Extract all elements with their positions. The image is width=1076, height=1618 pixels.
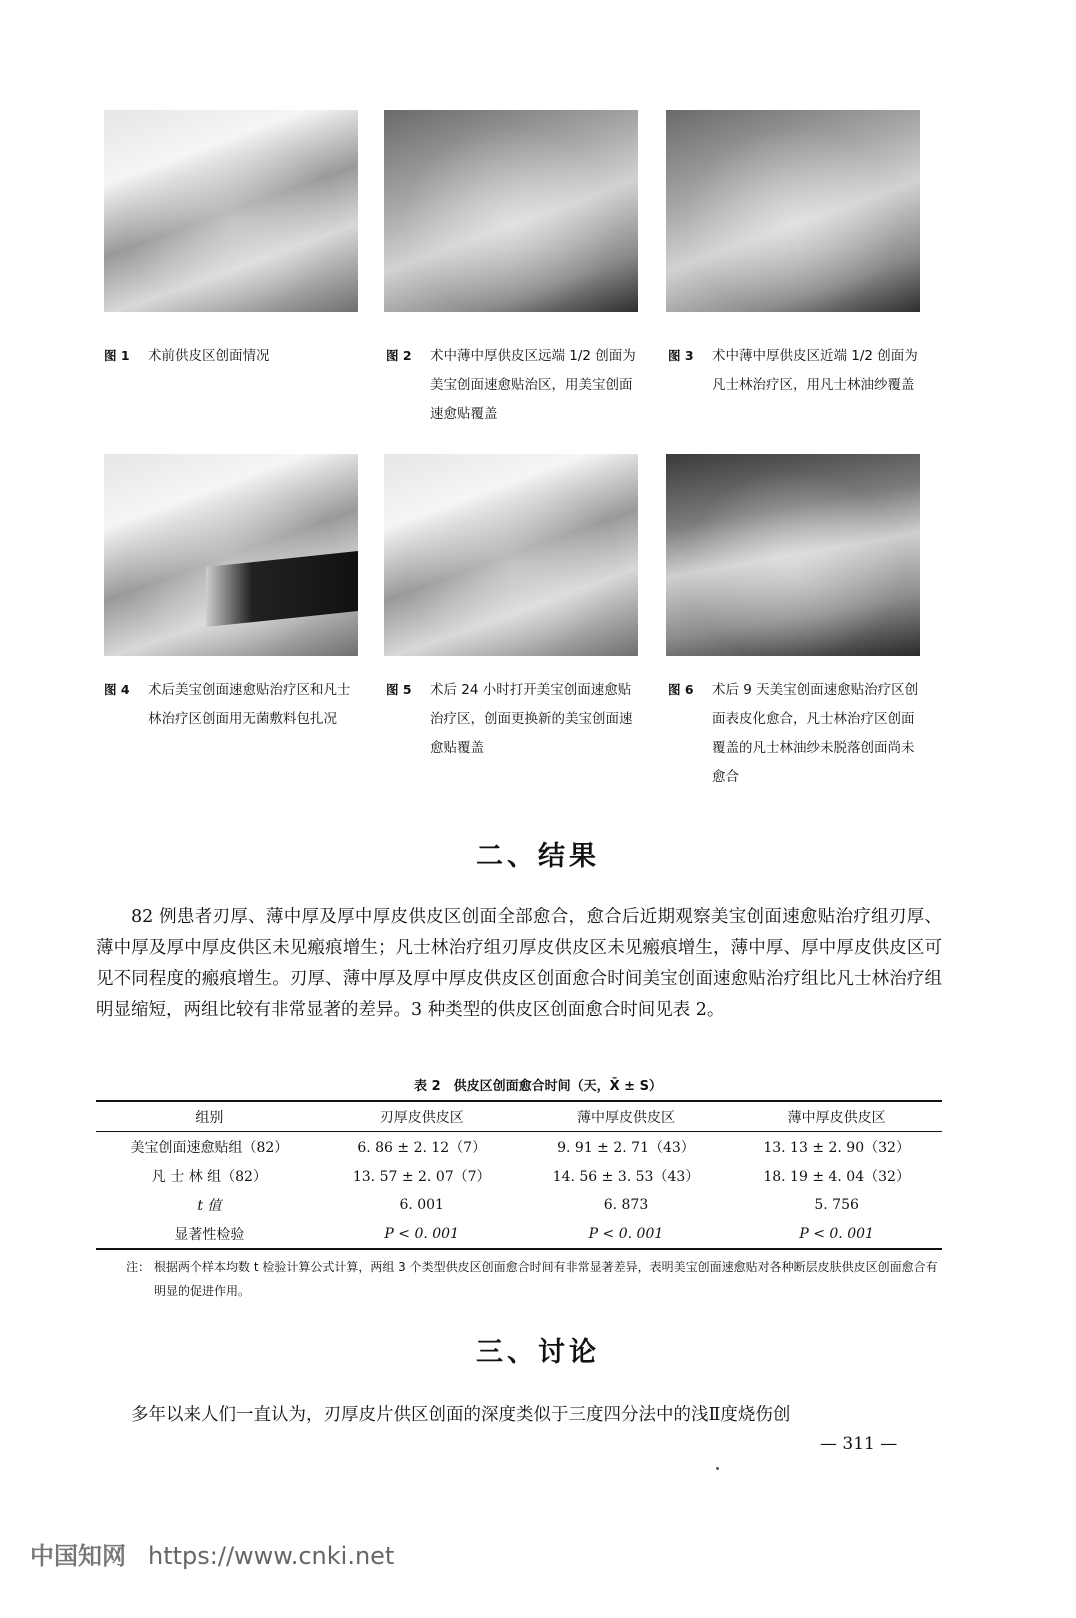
table-cell: 9. 91 ± 2. 71（43） xyxy=(557,1139,695,1156)
figure-5-number: 图 5 xyxy=(386,682,412,697)
table-cell: 显著性检验 xyxy=(174,1226,245,1243)
figure-6-photo xyxy=(666,454,920,656)
figure-1-photo xyxy=(104,110,358,312)
table-note-text: 根据两个样本均数 t 检验计算公式计算，两组 3 个类型供皮区创面愈合时间有非常显著差异，表明美宝创面速愈贴对各种断层皮肤供皮区创面愈合有明显的促进作用。 xyxy=(154,1260,938,1298)
table-cell: 美宝创面速愈贴组（82） xyxy=(130,1139,289,1156)
figure-5-caption xyxy=(386,676,646,766)
table-header-cell: 薄中厚皮供皮区 xyxy=(576,1109,675,1126)
table-cell: P < 0. 001 xyxy=(588,1225,664,1242)
figure-2-photo xyxy=(384,110,638,312)
table-header-cell: 刃厚皮供皮区 xyxy=(379,1109,464,1126)
figure-6-number: 图 6 xyxy=(668,682,694,697)
figure-2-number: 图 2 xyxy=(386,348,412,363)
table-row xyxy=(96,1161,942,1190)
healing-time-table xyxy=(96,1100,942,1250)
section-results-title: 二、结果 xyxy=(476,841,600,872)
table-header-cell: 薄中厚皮供皮区 xyxy=(787,1109,886,1126)
scan-speck xyxy=(716,1467,719,1470)
table-cell: 13. 13 ± 2. 90（32） xyxy=(763,1139,910,1156)
table-row xyxy=(96,1219,942,1249)
figure-3-number: 图 3 xyxy=(668,348,694,363)
figure-5-text: 术后 24 小时打开美宝创面速愈贴治疗区，创面更换新的美宝创面速愈贴覆盖 xyxy=(430,682,633,756)
watermark-footer xyxy=(30,1536,394,1571)
figure-4-number: 图 4 xyxy=(104,682,130,697)
table-cell: 13. 57 ± 2. 07（7） xyxy=(352,1168,491,1185)
table-cell: 18. 19 ± 4. 04（32） xyxy=(763,1168,910,1185)
table-cell: P < 0. 001 xyxy=(384,1225,459,1242)
table-cell: P < 0. 001 xyxy=(799,1225,874,1242)
figure-6-text: 术后 9 天美宝创面速愈贴治疗区创面表皮化愈合，凡士林治疗区创面覆盖的凡士林油纱未脱落创面尚未愈合 xyxy=(712,682,919,785)
page-number: — 311 — xyxy=(820,1434,898,1454)
table-cell: 5. 756 xyxy=(814,1196,859,1213)
figure-2-caption xyxy=(386,342,646,432)
table-row xyxy=(96,1132,942,1162)
discussion-paragraph: 多年以来人们一直认为，刃厚皮片供区创面的深度类似于三度四分法中的浅Ⅱ度烧伤创 xyxy=(131,1405,791,1425)
section-discussion-title: 三、讨论 xyxy=(476,1337,600,1368)
figure-1-caption xyxy=(104,342,364,432)
table-cell: t 值 xyxy=(197,1197,222,1214)
figure-6-caption xyxy=(668,676,928,796)
watermark-url: https://www.cnki.net xyxy=(148,1542,395,1570)
figure-3-caption xyxy=(668,342,928,432)
figure-4-caption xyxy=(104,676,364,766)
table-cell: 凡 士 林 组（82） xyxy=(151,1168,267,1185)
watermark-brand: 中国知网 xyxy=(30,1542,126,1570)
figure-1-text: 术前供皮区创面情况 xyxy=(148,348,270,364)
table-header-cell: 组别 xyxy=(195,1109,224,1126)
results-paragraph: 82 例患者刃厚、薄中厚及厚中厚皮供皮区创面全部愈合，愈合后近期观察美宝创面速愈贴治疗组刃厚、薄中厚及厚中厚皮供区未见瘢痕增生；凡士林治疗组刃厚皮供皮区未见瘢痕增生，薄中厚、厚中厚皮供皮区可见不同程度的瘢痕增生。刃厚、薄中厚及厚中厚皮供皮区创面愈合时间美宝创面速愈贴治疗组比凡士林治疗组明显缩短，两组比较有非常显著的差异。3 种类型的供皮区创面愈合时间见表 2。 xyxy=(96,907,942,1020)
table-cell: 6. 86 ± 2. 12（7） xyxy=(357,1139,487,1156)
figure-4-photo xyxy=(104,454,358,656)
figure-5-photo xyxy=(384,454,638,656)
figure-1-number: 图 1 xyxy=(104,348,130,363)
figure-4-text: 术后美宝创面速愈贴治疗区和凡士林治疗区创面用无菌敷料包扎况 xyxy=(148,682,351,727)
table-cell: 6. 873 xyxy=(603,1196,649,1213)
table-header-row xyxy=(96,1101,942,1132)
table-note-label: 注： xyxy=(126,1260,151,1274)
figure-3-text: 术中薄中厚供皮区近端 1/2 创面为凡士林治疗区，用凡士林油纱覆盖 xyxy=(712,348,918,393)
table-cell: 6. 001 xyxy=(399,1196,444,1213)
table-title: 表 2 供皮区创面愈合时间（天，X̄ ± S） xyxy=(414,1079,662,1094)
figure-2-text: 术中薄中厚供皮区远端 1/2 创面为美宝创面速愈贴治区，用美宝创面速愈贴覆盖 xyxy=(430,348,636,422)
table-cell: 14. 56 ± 3. 53（43） xyxy=(552,1168,700,1185)
figure-3-photo xyxy=(666,110,920,312)
table-row xyxy=(96,1190,942,1219)
